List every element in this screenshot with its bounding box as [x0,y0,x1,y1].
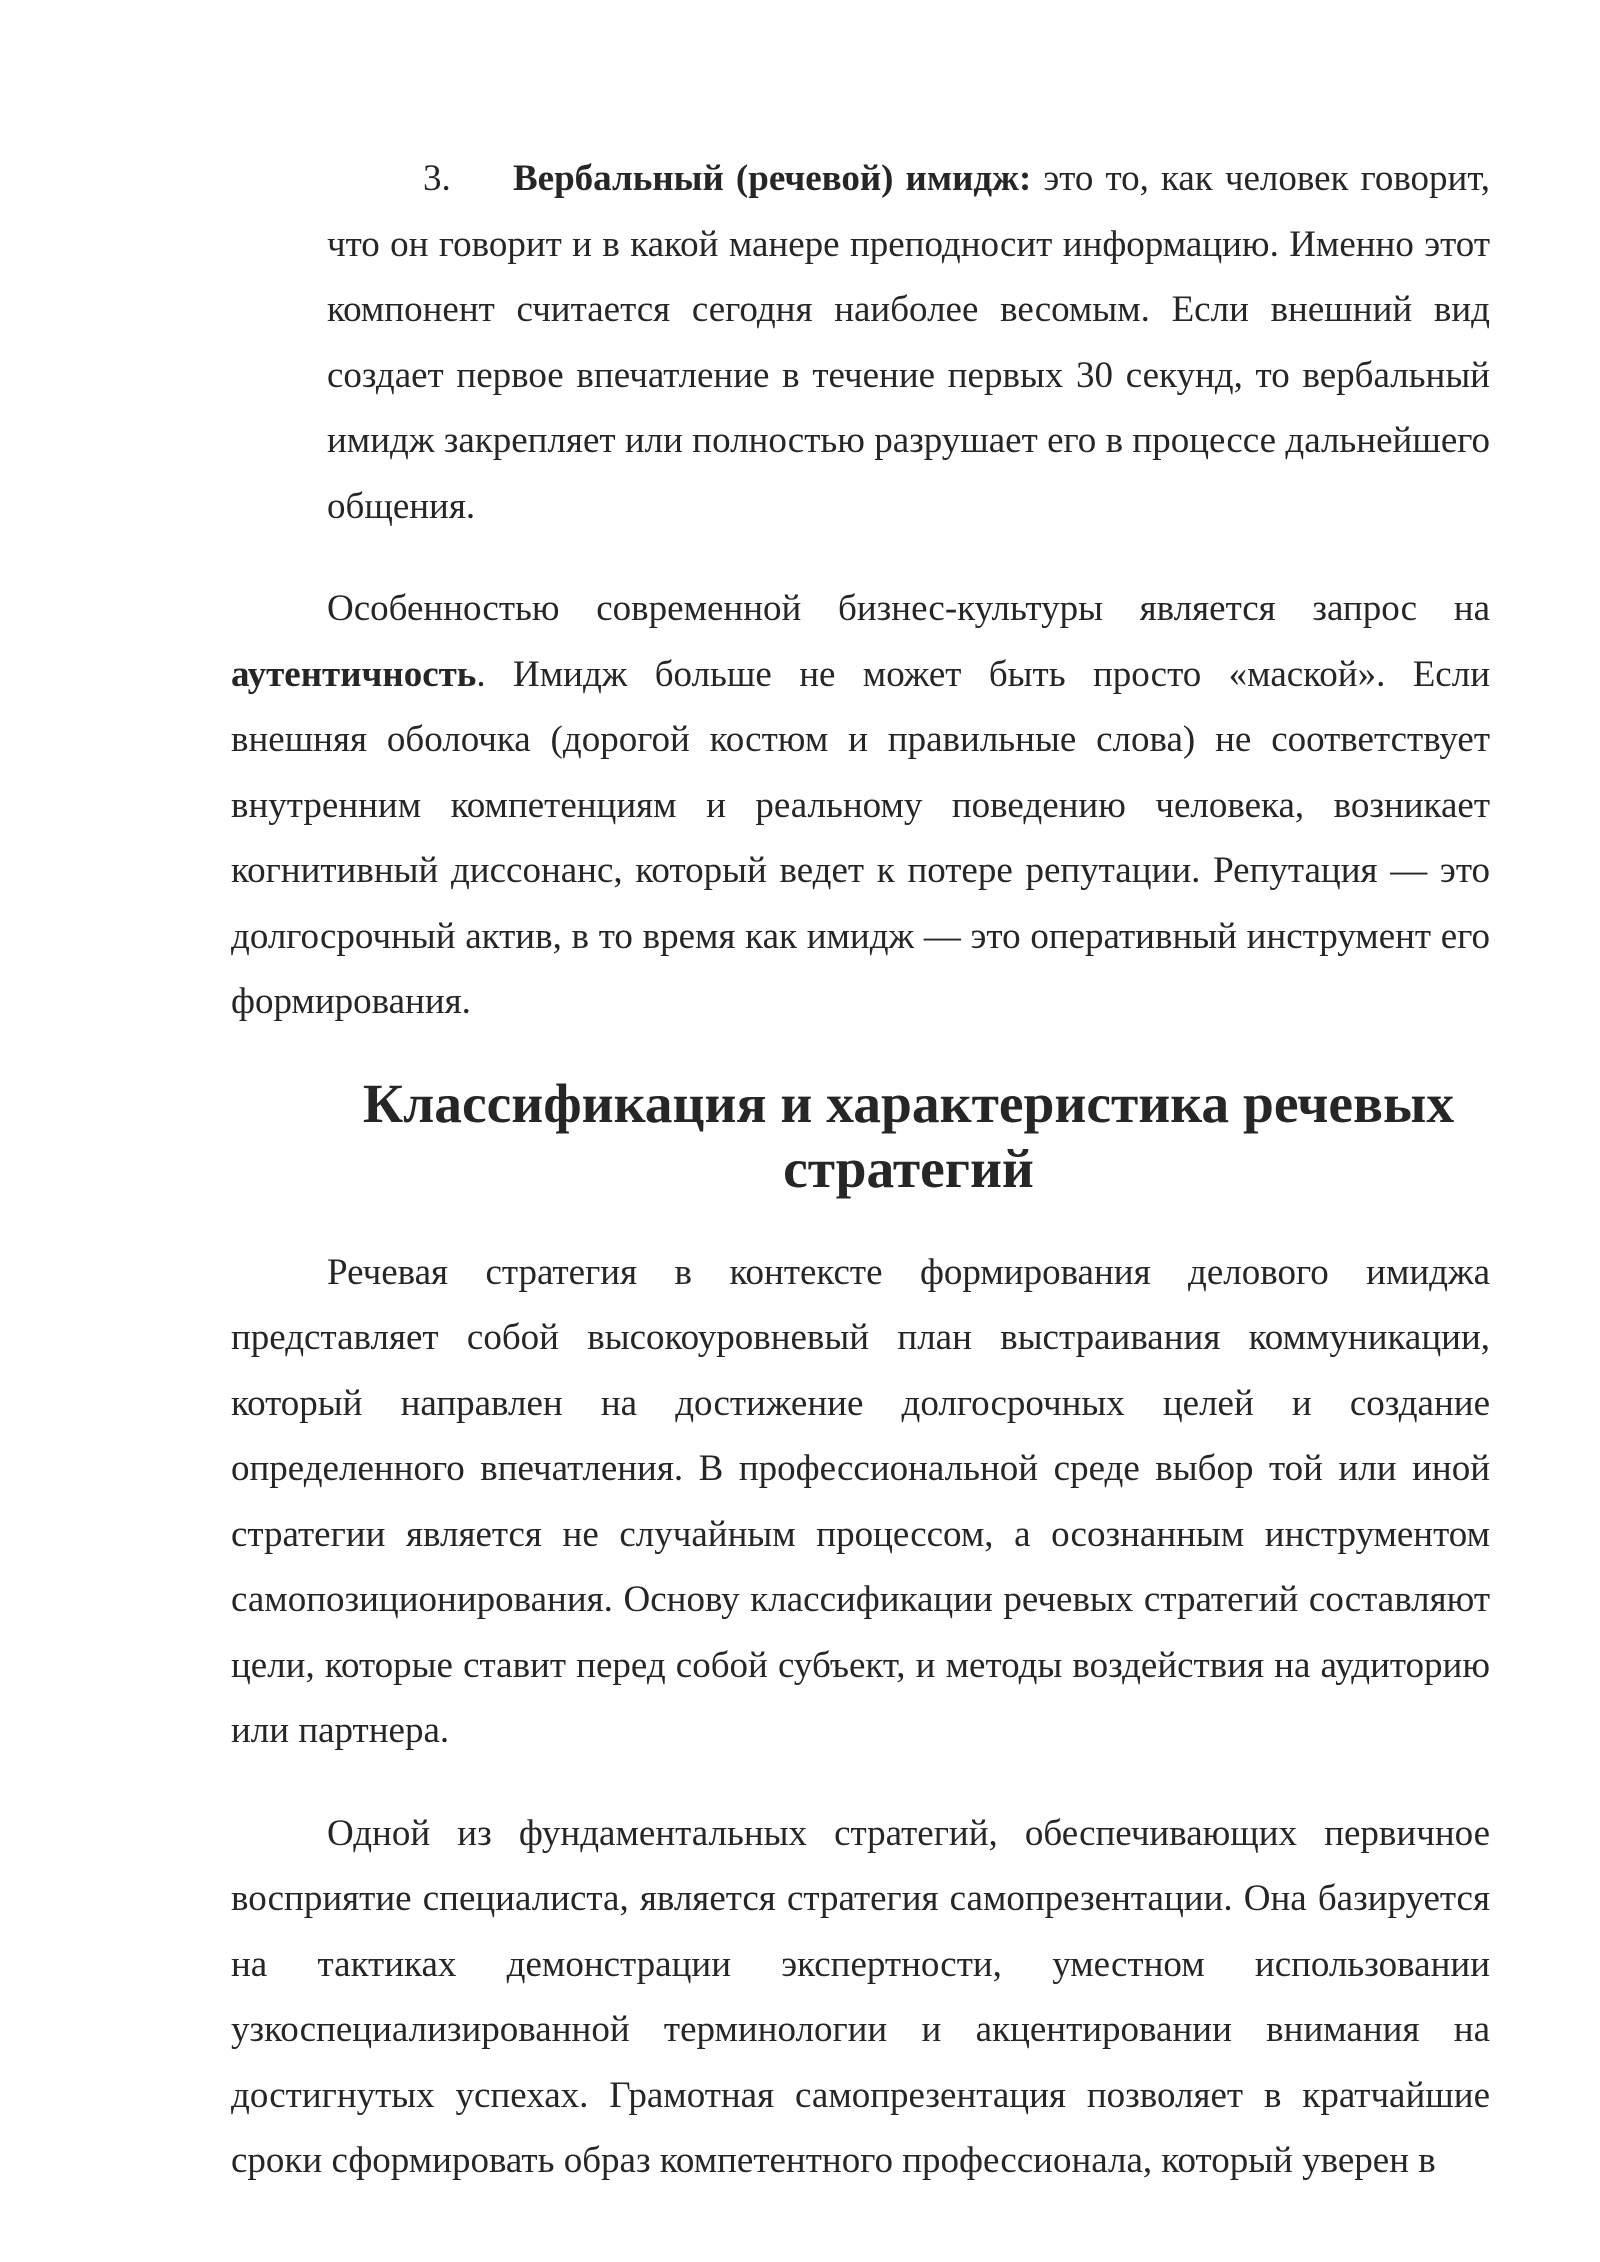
spacer [231,1203,1490,1240]
spacer [231,1035,1490,1072]
spacer [231,1764,1490,1801]
list-item-body: это то, как человек говорит, что он говорит и в какой манере преподносит информацию. Именно этот компонент считается сегодня наиболее весомым. Если внешний вид создает первое впечатление в течение первых 30 секунд, то вербальный имидж закрепляет или полностью разрушает его в процессе дальнейшего общения. [327,158,1490,527]
section-heading: Классификация и характеристика речевых стратегий [362,1073,1455,1200]
paragraph-selfpresentation: Одной из фундаментальных стратегий, обеспечивающих первичное восприятие специалиста, является стратегия самопрезентации. Она базируется на тактиках демонстрации экспертности, уместном использовании узкоспециализированной терминологии и акцентировании внимания на достигнутых успехах. Грамотная самопрезентация позволяет в кратчайшие сроки сформировать образ компетентного профессионала, который уверен в [231,1812,1490,2181]
list-number: 3. [423,158,451,199]
list-item-verbal-image [231,146,1490,539]
paragraph-authenticity-bold: аутентичность [231,653,477,695]
page-content [231,146,1490,2194]
paragraph-authenticity-end: . Имидж больше не может быть просто «маской». Если внешняя оболочка (дорогой костюм и правильные слова) не соответствует внутренним компетенциям и реальному поведению человека, возникает когнитивный диссонанс, который ведет к потере репутации. Репутация — это долгосрочный актив, в то время как имидж — это оперативный инструмент его формирования. [231,653,1490,1022]
list-item-text [327,146,1490,539]
paragraph-strategy: Речевая стратегия в контексте формирования делового имиджа представляет собой высокоуровневый план выстраивания коммуникации, который направлен на достижение долгосрочных целей и создание определенного впечатления. В профессиональной среде выбор той или иной стратегии является не случайным процессом, а осознанным инструментом самопозиционирования. Основу классификации речевых стратегий составляют цели, которые ставит перед собой субъект, и методы воздействия на аудиторию или партнера. [231,1251,1490,1751]
spacer [231,539,1490,576]
paragraph-authenticity [231,576,1490,1035]
list-item-term: Вербальный (речевой) имидж: [513,158,1032,199]
paragraph-authenticity-start: Особенностью современной бизнес-культуры является запрос на [327,588,1490,629]
